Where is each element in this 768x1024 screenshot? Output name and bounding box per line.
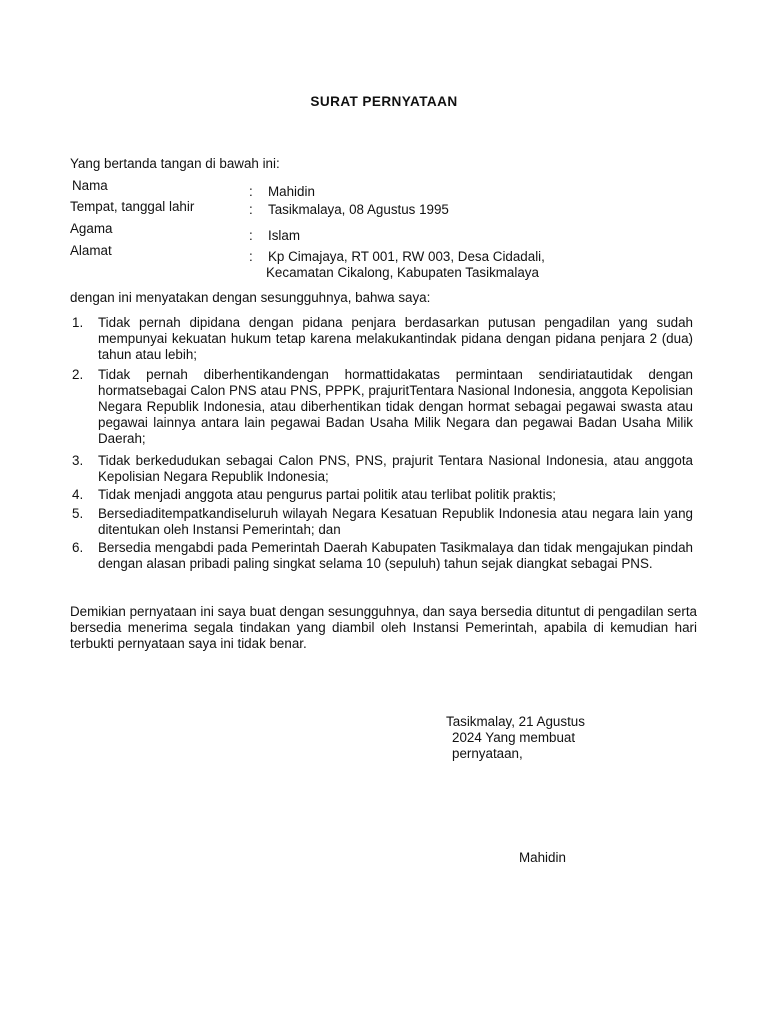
signature-block: [446, 714, 616, 762]
colon-alamat: :: [249, 249, 253, 264]
list-item-text: Tidak pernah dipidana dengan pidana penjara berdasarkan putusan pengadilan yang sudah mempunyai kekuatan hukum tetap karena melakukantindak pidana dengan pidana penjara 2 (dua) tahun atau lebih;: [98, 315, 693, 362]
label-alamat: Alamat: [70, 243, 112, 258]
list-item-text: Bersediaditempatkandiseluruh wilayah Negara Kesatuan Republik Indonesia atau negara lain yang ditentukan oleh Instansi Pemerintah; dan: [98, 506, 693, 537]
colon-ttl: :: [249, 202, 253, 217]
signature-line-3: pernyataan,: [452, 746, 523, 761]
label-nama: Nama: [72, 178, 108, 193]
value-alamat: Kp Cimajaya, RT 001, RW 003, Desa Cidadali,: [268, 249, 545, 264]
list-item-number: 3.: [72, 453, 84, 468]
list-item-number: 2.: [72, 367, 84, 382]
colon-nama: :: [249, 184, 253, 199]
colon-agama: :: [249, 228, 253, 243]
value-agama: Islam: [268, 228, 300, 243]
intro-text: Yang bertanda tangan di bawah ini:: [70, 156, 280, 171]
list-item-text: Tidak pernah diberhentikandengan hormattidakatas permintaan sendiriatautidak dengan hormatsebagai Calon PNS atau PNS, PPPK, prajuritTentara Nasional Indonesia, anggota Kepolisian Negara Republik Indonesia, atau diberhentikan tidak dengan hormat sebagai pegawai swasta atau pegawai lainnya antara lain pegawai Badan Usaha Milik Negara dan pegawai Badan Usaha Milik Daerah;: [98, 367, 693, 446]
statement-intro: dengan ini menyatakan dengan sesungguhnya, bahwa saya:: [70, 290, 431, 305]
list-item-number: 4.: [72, 487, 84, 502]
list-item-number: 6.: [72, 540, 84, 555]
list-item-text: Tidak berkedudukan sebagai Calon PNS, PNS, prajurit Tentara Nasional Indonesia, atau anggota Kepolisian Negara Republik Indonesia;: [98, 453, 693, 484]
label-tempat-tanggal-lahir: Tempat, tanggal lahir: [70, 199, 195, 214]
signature-line-2: 2024 Yang membuat: [452, 730, 576, 745]
document-title: SURAT PERNYATAAN: [310, 94, 458, 109]
value-alamat-line2: Kecamatan Cikalong, Kabupaten Tasikmalaya: [266, 265, 539, 280]
closing-paragraph: Demikian pernyataan ini saya buat dengan sesungguhnya, dan saya bersedia dituntut di pengadilan serta bersedia menerima segala tindakan yang diambil oleh Instansi Pemerintah, apabila di kemudian hari terbukti pernyataan saya ini tidak benar.: [70, 604, 697, 651]
value-nama: Mahidin: [268, 184, 315, 199]
list-item-number: 1.: [72, 315, 84, 330]
list-item-text: Tidak menjadi anggota atau pengurus partai politik atau terlibat politik praktis;: [98, 487, 557, 502]
label-agama: Agama: [70, 221, 113, 236]
signer-name: Mahidin: [519, 850, 566, 865]
list-item-text: Bersedia mengabdi pada Pemerintah Daerah Kabupaten Tasikmalaya dan tidak mengajukan pindah dengan alasan pribadi paling singkat selama 10 (sepuluh) tahun sejak diangkat sebagai PNS.: [98, 540, 693, 571]
list-item-number: 5.: [72, 506, 84, 521]
value-tempat-tanggal-lahir: Tasikmalaya, 08 Agustus 1995: [268, 202, 449, 217]
signature-place-date: Tasikmalay, 21 Agustus: [446, 714, 585, 729]
